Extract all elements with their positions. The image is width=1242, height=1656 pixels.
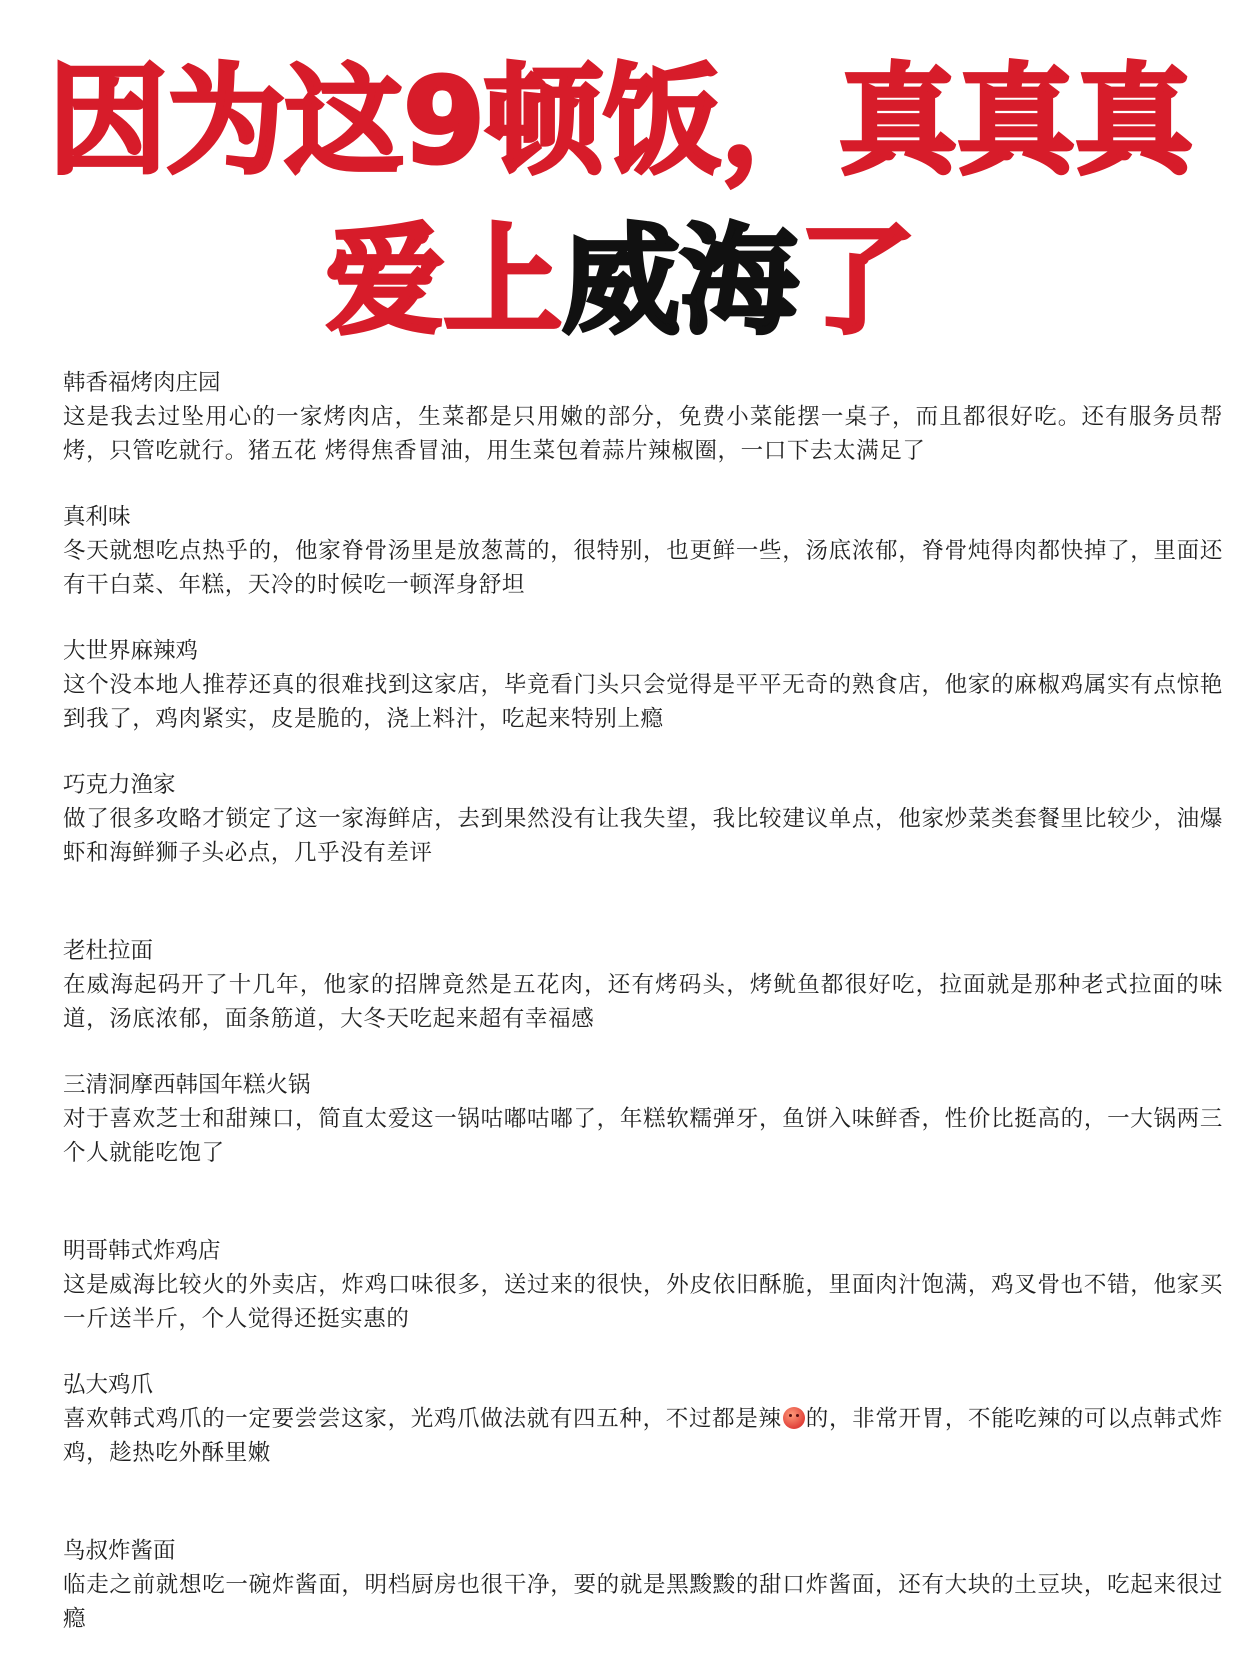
list-item <box>63 768 1223 870</box>
headline-le-text: 了 <box>798 212 917 350</box>
restaurant-name: 明哥韩式炸鸡店 <box>63 1238 221 1264</box>
headline-weihai-text: 威海 <box>561 212 798 350</box>
list-item <box>63 1234 1223 1336</box>
restaurant-list <box>63 366 1223 1636</box>
restaurant-name: 鸟叔炸酱面 <box>63 1538 176 1564</box>
restaurant-name: 大世界麻辣鸡 <box>63 638 199 664</box>
restaurant-description: 这是威海比较火的外卖店，炸鸡口味很多，送过来的很快，外皮依旧酥脆，里面肉汁饱满，鸡叉骨也不错，他家买一斤送半斤，个人觉得还挺实惠的 <box>63 1272 1223 1332</box>
restaurant-description: 临走之前就想吃一碗炸酱面，明档厨房也很干净，要的就是黑黢黢的甜口炸酱面，还有大块的土豆块，吃起来很过瘾 <box>63 1572 1223 1632</box>
restaurant-name: 韩香福烤肉庄园 <box>63 370 221 396</box>
description-text-after: 的，非常开胃，不能吃辣的可以点韩式炸鸡，趁热吃外酥里嫩 <box>63 1406 1223 1466</box>
restaurant-name: 弘大鸡爪 <box>63 1372 154 1398</box>
headline-line-2 <box>0 212 1242 350</box>
restaurant-description: 这是我去过坠用心的一家烤肉店，生菜都是只用嫩的部分，免费小菜能摆一桌子，而且都很好吃。还有服务员帮烤，只管吃就行。猪五花 烤得焦香冒油，用生菜包着蒜片辣椒圈，一口下去太满足了 <box>63 404 1223 464</box>
list-item <box>63 634 1223 736</box>
description-text-before: 喜欢韩式鸡爪的一定要尝尝这家，光鸡爪做法就有四五种，不过都是辣 <box>63 1406 782 1432</box>
restaurant-description: 冬天就想吃点热乎的，他家脊骨汤里是放葱蒿的，很特别，也更鲜一些，汤底浓郁，脊骨炖得肉都快掉了，里面还有干白菜、年糕，天冷的时候吃一顿浑身舒坦 <box>63 538 1223 598</box>
list-item <box>63 1368 1223 1470</box>
list-item <box>63 500 1223 602</box>
restaurant-description: 对于喜欢芝士和甜辣口，简直太爱这一锅咕嘟咕嘟了，年糕软糯弹牙，鱼饼入味鲜香，性价比挺高的，一大锅两三个人就能吃饱了 <box>63 1106 1223 1166</box>
restaurant-name: 三清洞摩西韩国年糕火锅 <box>63 1072 311 1098</box>
list-item <box>63 934 1223 1036</box>
restaurant-description: 做了很多攻略才锁定了这一家海鲜店，去到果然没有让我失望，我比较建议单点，他家炒菜类套餐里比较少，油爆虾和海鲜狮子头必点，几乎没有差评 <box>63 806 1223 866</box>
list-item <box>63 366 1223 468</box>
list-item <box>63 1534 1223 1636</box>
restaurant-description <box>63 1402 1223 1470</box>
restaurant-description: 这个没本地人推荐还真的很难找到这家店，毕竟看门头只会觉得是平平无奇的熟食店，他家的麻椒鸡属实有点惊艳到我了，鸡肉紧实，皮是脆的，浇上料汁，吃起来特别上瘾 <box>63 672 1223 732</box>
restaurant-name: 真利味 <box>63 504 131 530</box>
restaurant-name: 巧克力渔家 <box>63 772 176 798</box>
restaurant-description: 在威海起码开了十几年，他家的招牌竟然是五花肉，还有烤码头，烤鱿鱼都很好吃，拉面就是那种老式拉面的味道，汤底浓郁，面条筋道，大冬天吃起来超有幸福感 <box>63 972 1223 1032</box>
headline-love-text: 爱上 <box>325 212 562 350</box>
list-item <box>63 1068 1223 1170</box>
headline-line-1: 因为这9顿饭，真真真 <box>48 52 1194 190</box>
restaurant-name: 老杜拉面 <box>63 938 154 964</box>
hot-face-emoji-icon <box>783 1407 805 1429</box>
